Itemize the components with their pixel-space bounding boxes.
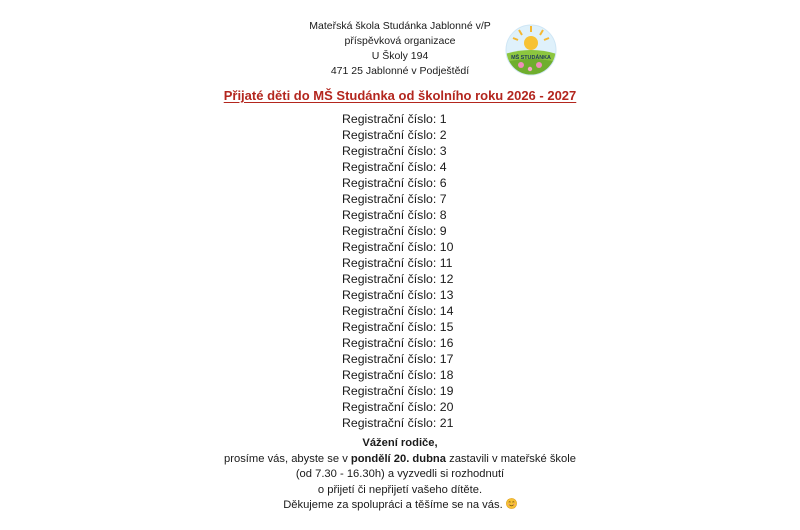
- registration-number: 3: [439, 144, 447, 158]
- registration-item: Registrační číslo: 10: [342, 240, 454, 254]
- registration-item: Registrační číslo: 11: [342, 256, 453, 270]
- registration-item: Registrační číslo: 19: [342, 384, 454, 398]
- registration-item: Registrační číslo: 12: [342, 272, 454, 286]
- registration-item: Registrační číslo: 7: [342, 192, 447, 206]
- registration-number: 2: [439, 128, 447, 142]
- registration-item: Registrační číslo: 13: [342, 288, 454, 302]
- smiling-face-icon: [506, 498, 517, 509]
- registration-item: Registrační číslo: 21: [342, 416, 454, 430]
- notice-greeting: Vážení rodiče,: [362, 437, 438, 449]
- registration-number: 14: [439, 304, 454, 318]
- kindergarten-logo-icon: [505, 24, 557, 76]
- registration-item: Registrační číslo: 4: [342, 160, 447, 174]
- registration-number: 4: [439, 160, 447, 174]
- page-title: Přijaté děti do MŠ Studánka od školního roku 2026 - 2027: [223, 88, 577, 103]
- notice-date: pondělí 20. dubna: [350, 452, 446, 465]
- registration-item: Registrační číslo: 18: [342, 368, 454, 382]
- registration-number: 7: [439, 192, 447, 206]
- organization-type: příspěvková organizace: [344, 35, 456, 47]
- registration-number: 19: [439, 384, 454, 398]
- registration-item: Registrační číslo: 2: [342, 128, 447, 142]
- registration-item: Registrační číslo: 14: [342, 304, 454, 318]
- street-address: U Školy 194: [371, 50, 429, 62]
- registration-number: 6: [439, 176, 447, 190]
- registration-number: 13: [439, 288, 454, 302]
- notice-line-4: Děkujeme za spolupráci a těšíme se na vás.: [0, 498, 800, 514]
- registration-number: 1: [439, 112, 447, 126]
- registration-item: Registrační číslo: 15: [342, 320, 454, 334]
- registration-number: 12: [439, 272, 454, 286]
- registration-item: Registrační číslo: 9: [342, 224, 447, 238]
- registration-number: 15: [439, 320, 454, 334]
- registration-item: Registrační číslo: 3: [342, 144, 447, 158]
- city-address: 471 25 Jablonné v Podještědí: [330, 65, 470, 77]
- registration-number: 21: [439, 416, 454, 430]
- registration-item: Registrační číslo: 20: [342, 400, 454, 414]
- registration-number: 17: [439, 352, 454, 366]
- notice-line-3: o přijetí či nepřijetí vašeho dítěte.: [317, 483, 483, 496]
- school-name: Mateřská škola Studánka Jablonné v/P: [309, 20, 491, 32]
- registration-number: 18: [439, 368, 454, 382]
- registration-item: Registrační číslo: 8: [342, 208, 447, 222]
- registration-number: 20: [439, 400, 454, 414]
- registration-item: Registrační číslo: 1: [342, 112, 447, 126]
- registration-number: 16: [439, 336, 454, 350]
- parent-notice: [0, 436, 800, 514]
- registration-item: Registrační číslo: 6: [342, 176, 447, 190]
- registration-number: 8: [439, 208, 447, 222]
- registration-item: Registrační číslo: 16: [342, 336, 454, 350]
- registration-list: [342, 111, 453, 431]
- registration-number: 9: [439, 224, 447, 238]
- registration-number: 11: [439, 256, 453, 270]
- notice-line-2: (od 7.30 - 16.30h) a vyzvedli si rozhodnutí: [295, 468, 505, 481]
- notice-line-1: prosíme vás, abyste se v pondělí 20. dubna zastavili v mateřské škole: [224, 452, 576, 465]
- registration-number: 10: [439, 240, 454, 254]
- registration-item: Registrační číslo: 17: [342, 352, 454, 366]
- logo-text: MŠ STUDÁNKA: [511, 55, 551, 61]
